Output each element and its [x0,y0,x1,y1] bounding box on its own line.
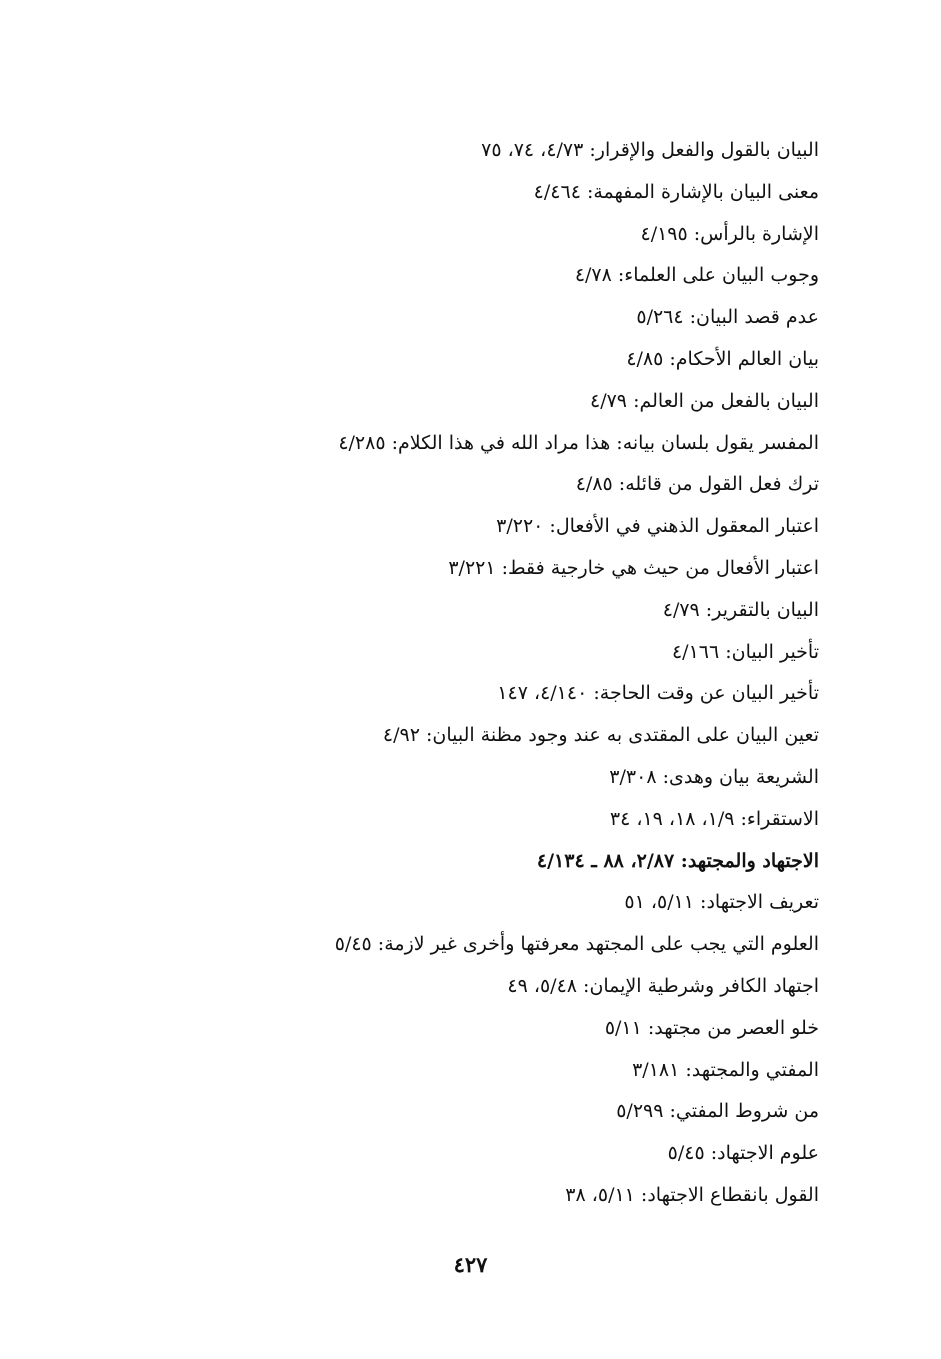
index-list [99,130,819,1217]
index-entry: علوم الاجتهاد: ٥/٤٥ [667,1142,819,1165]
page-number: ٤٢٧ [453,1252,488,1277]
index-entry: تأخير البيان عن وقت الحاجة: ٤/١٤٠، ١٤٧ [497,682,819,705]
index-entry: من شروط المفتي: ٥/٢٩٩ [616,1100,819,1123]
index-entry: وجوب البيان على العلماء: ٤/٧٨ [574,264,819,287]
index-entry: البيان بالقول والفعل والإقرار: ٤/٧٣، ٧٤، ٧٥ [481,139,819,161]
index-entry: اعتبار الأفعال من حيث هي خارجية فقط: ٣/٢٢١ [448,556,819,579]
index-heading: الاجتهاد والمجتهد: ٢/٨٧، ٨٨ ـ ٤/١٣٤ [536,849,819,872]
index-entry: ترك فعل القول من قائله: ٤/٨٥ [575,473,819,496]
index-entry: عدم قصد البيان: ٥/٢٦٤ [636,306,819,329]
index-entry: الاستقراء: ١/٩، ١٨، ١٩، ٣٤ [609,807,819,830]
index-entry: تأخير البيان: ٤/١٦٦ [671,640,819,663]
index-entry: معنى البيان بالإشارة المفهمة: ٤/٤٦٤ [533,180,819,203]
index-entry: بيان العالم الأحكام: ٤/٨٥ [626,347,819,370]
index-entry: القول بانقطاع الاجتهاد: ٥/١١، ٣٨ [565,1183,819,1206]
index-entry: البيان بالفعل من العالم: ٤/٧٩ [590,389,819,412]
index-entry: الشريعة بيان وهدى: ٣/٣٠٨ [609,765,819,788]
index-entry: تعين البيان على المقتدى به عند وجود مظنة البيان: ٤/٩٢ [382,724,819,747]
index-entry: تعريف الاجتهاد: ٥/١١، ٥١ [624,891,819,914]
index-entry: المفسر يقول بلسان بيانه: هذا مراد الله في هذا الكلام: ٤/٢٨٥ [338,431,819,454]
index-entry: المفتي والمجتهد: ٣/١٨١ [632,1058,819,1081]
index-entry: اجتهاد الكافر وشرطية الإيمان: ٥/٤٨، ٤٩ [507,974,819,997]
index-entry: البيان بالتقرير: ٤/٧٩ [662,598,819,621]
index-entry: العلوم التي يجب على المجتهد معرفتها وأخرى غير لازمة: ٥/٤٥ [334,933,819,956]
index-entry: الإشارة بالرأس: ٤/١٩٥ [640,222,819,245]
index-entry: خلو العصر من مجتهد: ٥/١١ [604,1016,819,1039]
index-entry: اعتبار المعقول الذهني في الأفعال: ٣/٢٢٠ [496,515,819,538]
